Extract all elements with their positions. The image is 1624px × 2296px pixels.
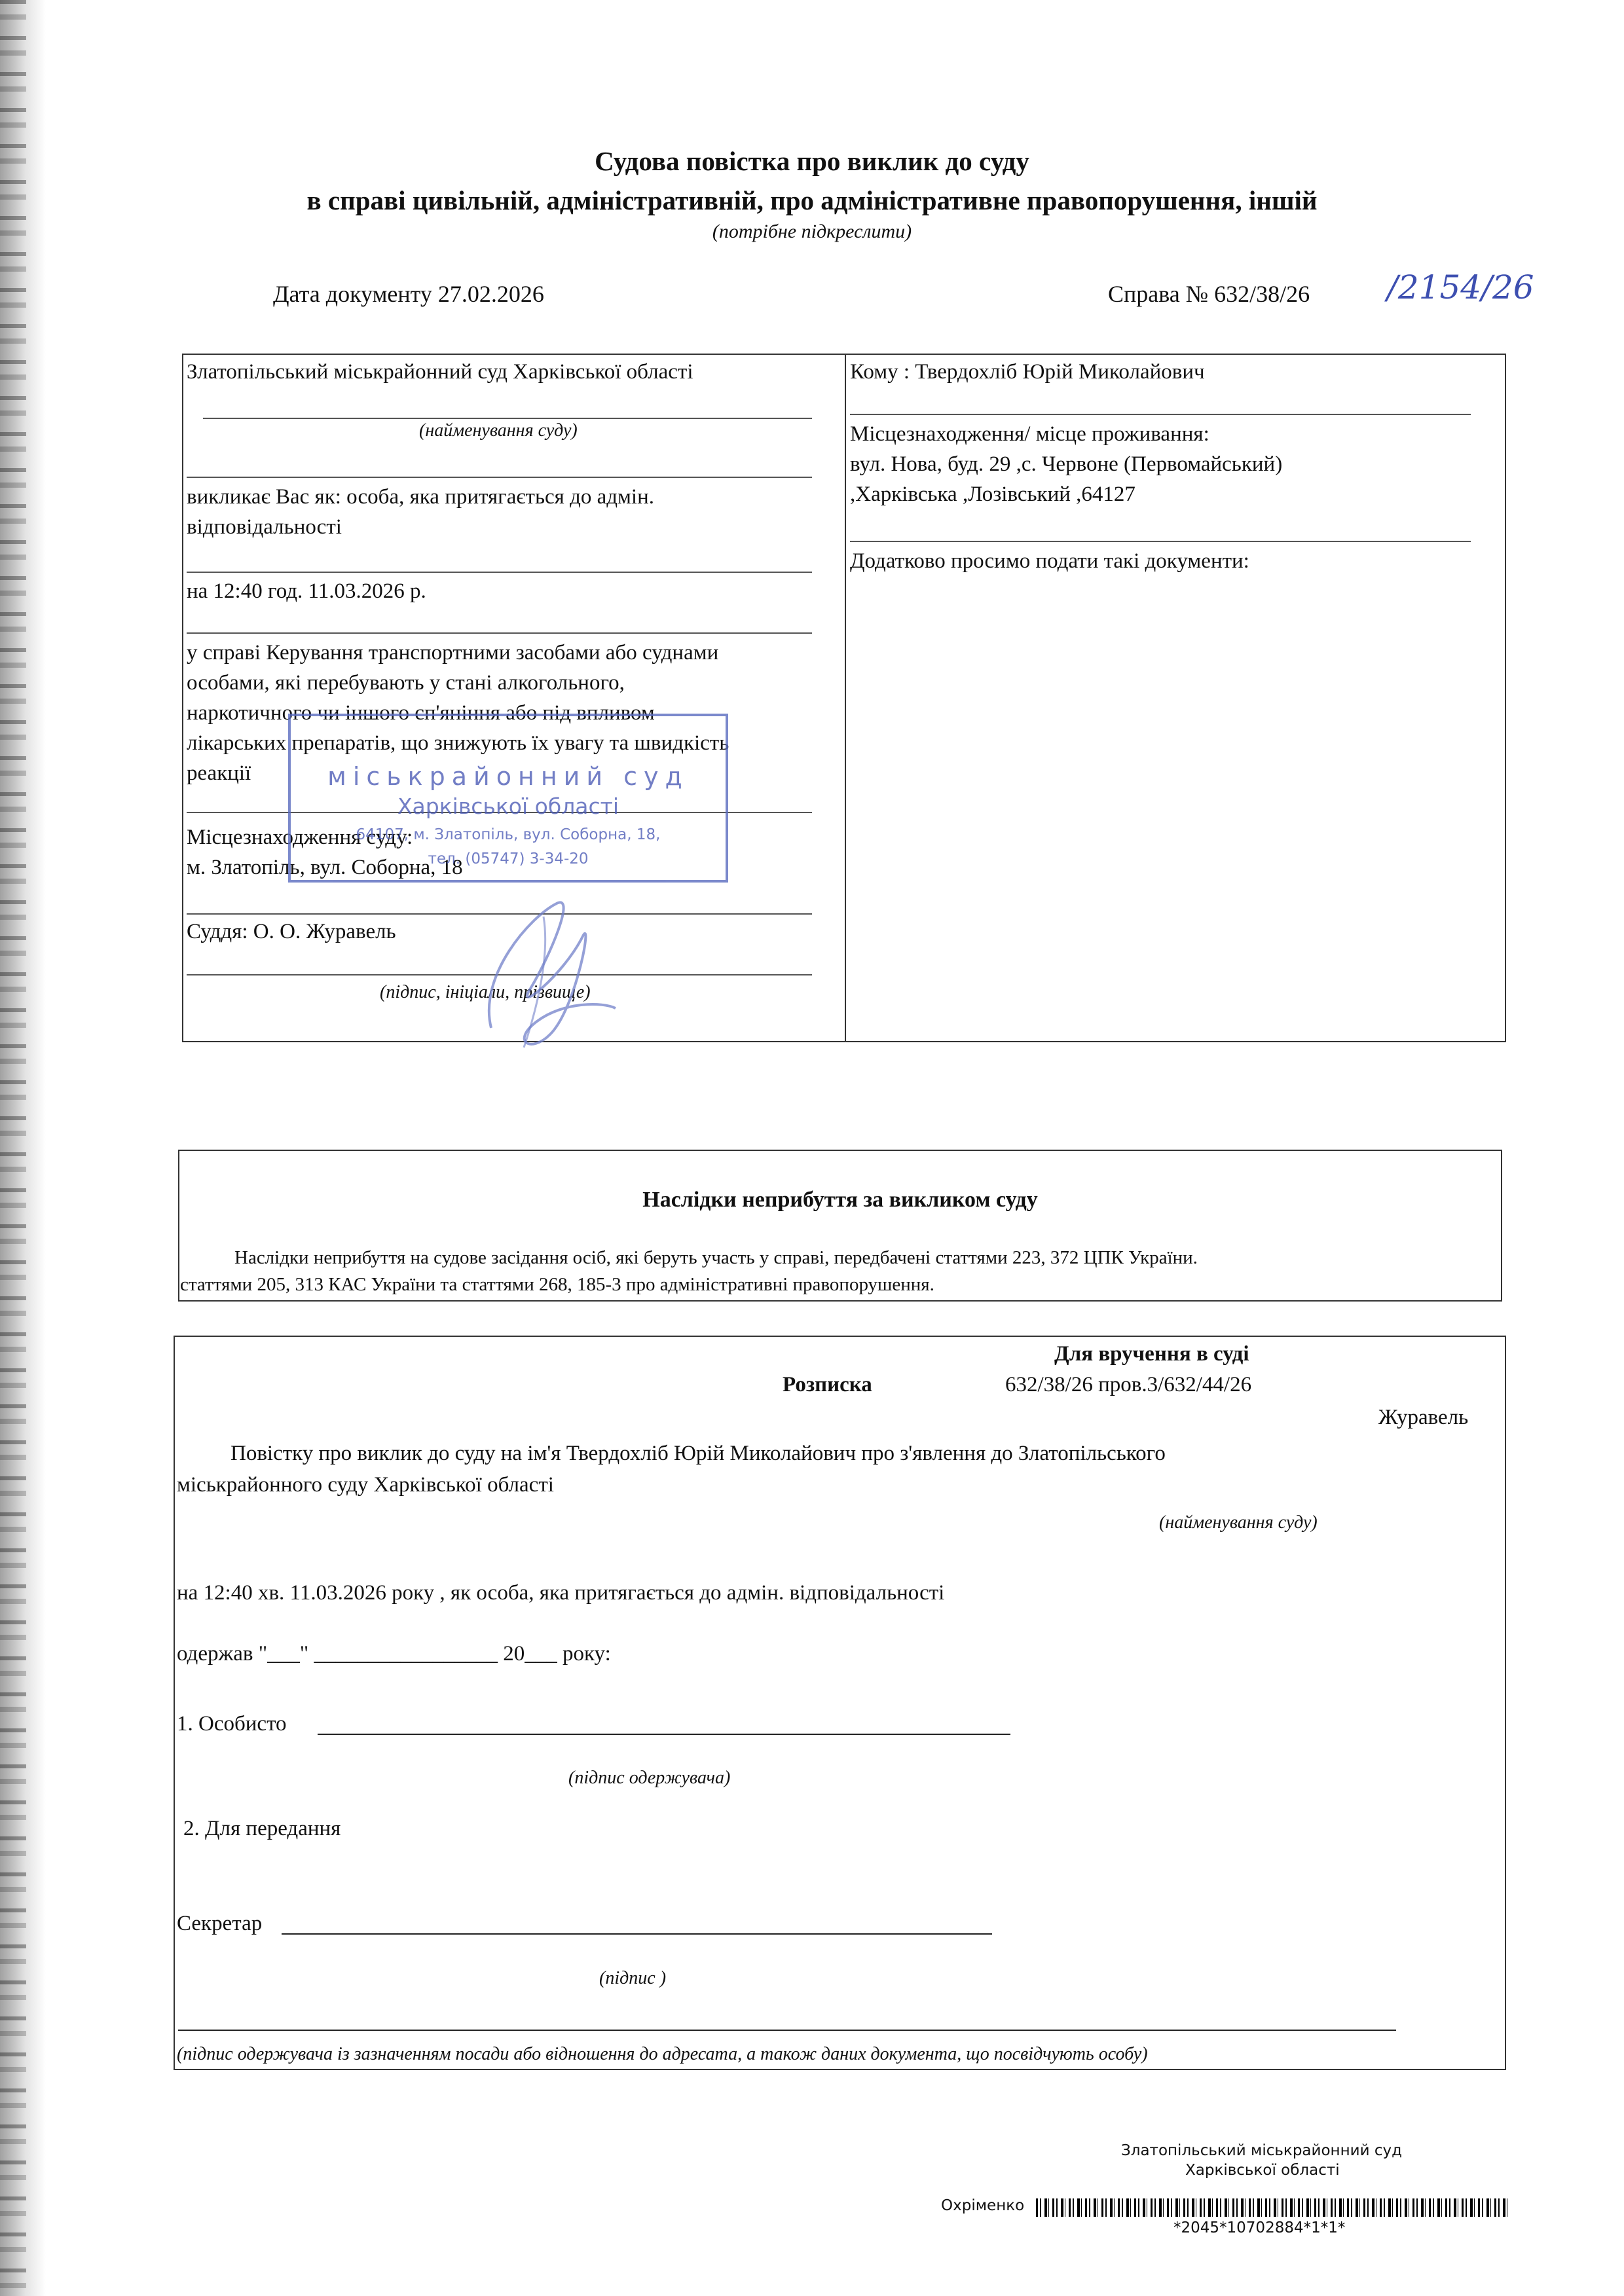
receipt-time-line: на 12:40 хв. 11.03.2026 року , як особа, яка притягається до адмін. відповідальності — [177, 1581, 945, 1605]
footer-clerk: Охріменко — [941, 2197, 1025, 2214]
judge-signature — [452, 877, 635, 1074]
divider — [850, 414, 1471, 415]
transfer-label: 2. Для передання — [183, 1817, 341, 1840]
consequences-text-2: статтями 205, 313 КАС України та статтями 268, 185-3 про адміністративні правопорушення. — [180, 1274, 934, 1295]
divider — [850, 541, 1471, 542]
case-description-5: реакції — [187, 761, 251, 785]
case-number: Справа № 632/38/26 — [1108, 281, 1310, 307]
case-description-3: наркотичного чи іншого сп'яніння або під впливом — [187, 701, 655, 725]
stamp-line-1: міськрайонний суд — [327, 762, 689, 791]
received-date-line: одержав "___" _________________ 20___ року: — [177, 1642, 611, 1666]
footer-court-line-2: Харківської області — [1185, 2162, 1340, 2179]
case-description-2: особами, які перебувають у стані алкогольного, — [187, 671, 625, 695]
secretary-signature-line — [282, 1933, 992, 1935]
divider — [203, 418, 812, 419]
case-description-4: лікарських препаратів, що знижують їх увагу та швидкість — [187, 731, 729, 755]
court-name: Златопільський міськрайонний суд Харківської області — [187, 360, 693, 384]
hearing-time: на 12:40 год. 11.03.2026 р. — [187, 579, 426, 603]
documents-label: Додатково просимо подати такі документи: — [850, 549, 1249, 573]
address-label: Місцезнаходження/ місце проживання: — [850, 422, 1209, 446]
recipient-details-line — [178, 2030, 1396, 2031]
recipient-details-hint: (підпис одержувача із зазначенням посади або відношення до адресата, а також даних документа, що посвідчують особу) — [177, 2044, 1148, 2064]
signature-hint: (підпис, ініціали, прізвище) — [380, 982, 591, 1002]
receipt-text-2: міськрайонного суду Харківської області — [177, 1473, 554, 1497]
receipt-case-ref: 632/38/26 пров.3/632/44/26 — [1005, 1373, 1252, 1396]
divider — [187, 632, 812, 634]
receipt-judge: Журавель — [1378, 1406, 1469, 1429]
court-location-value: м. Златопіль, вул. Соборна, 18 — [187, 856, 463, 879]
column-divider — [845, 354, 846, 1042]
scan-edge-noise — [0, 0, 26, 2296]
court-location-label: Місцезнаходження суду: — [187, 826, 413, 849]
barcode — [1036, 2198, 1507, 2217]
footer-court-line-1: Златопільський міськрайонний суд — [1121, 2142, 1402, 2159]
secretary-label: Секретар — [177, 1912, 263, 1935]
stamp-line-2: Харківської області — [397, 793, 619, 819]
case-description-1: у справі Керування транспортними засобами або суднами — [187, 641, 719, 665]
page-title: Судова повістка про виклик до суду — [595, 146, 1029, 176]
for-court-label: Для вручення в суді — [1054, 1342, 1249, 1366]
address-line-1: вул. Нова, буд. 29 ,с. Червоне (Первомайський) — [850, 452, 1283, 476]
personally-signature-line — [318, 1734, 1010, 1735]
recipient-name: Кому : Твердохліб Юрій Миколайович — [850, 360, 1205, 384]
stamp-line-4: тел. (05747) 3-34-20 — [428, 850, 589, 867]
role-line-1: викликає Вас як: особа, яка притягається до адмін. — [187, 485, 655, 509]
page-subtitle: в справі цивільній, адміністративній, про адміністративне правопорушення, іншій — [306, 185, 1318, 215]
receipt-text-1: Повістку про виклик до суду на ім'я Твердохліб Юрій Миколайович про з'явлення до Златопільського — [231, 1442, 1166, 1465]
document-date: Дата документу 27.02.2026 — [273, 281, 544, 307]
consequences-title: Наслідки неприбуття за викликом суду — [642, 1188, 1038, 1212]
consequences-text-1: Наслідки неприбуття на судове засідання осіб, які беруть участь у справі, передбачені статтями 223, 372 ЦПК України. — [234, 1247, 1198, 1268]
address-line-2: ,Харківська ,Лозівський ,64127 — [850, 483, 1135, 506]
court-stamp — [288, 714, 728, 883]
receipt-court-hint: (найменування суду) — [1159, 1512, 1318, 1533]
handwritten-case-suffix: /2154/26 — [1387, 268, 1534, 306]
divider — [187, 477, 812, 478]
stamp-line-3: 64107, м. Златопіль, вул. Соборна, 18, — [356, 826, 661, 843]
receipt-title: Розписка — [783, 1373, 872, 1396]
personally-label: 1. Особисто — [177, 1712, 287, 1736]
judge-name: Суддя: О. О. Журавель — [187, 920, 396, 943]
secretary-sign-hint: (підпис ) — [599, 1968, 667, 1988]
recipient-sign-hint: (підпис одержувача) — [568, 1768, 731, 1788]
title-hint: (потрібне підкреслити) — [712, 221, 912, 242]
role-line-2: відповідальності — [187, 515, 342, 539]
court-name-hint: (найменування суду) — [419, 420, 578, 441]
divider — [187, 572, 812, 573]
barcode-text: *2045*10702884*1*1* — [1173, 2219, 1346, 2236]
